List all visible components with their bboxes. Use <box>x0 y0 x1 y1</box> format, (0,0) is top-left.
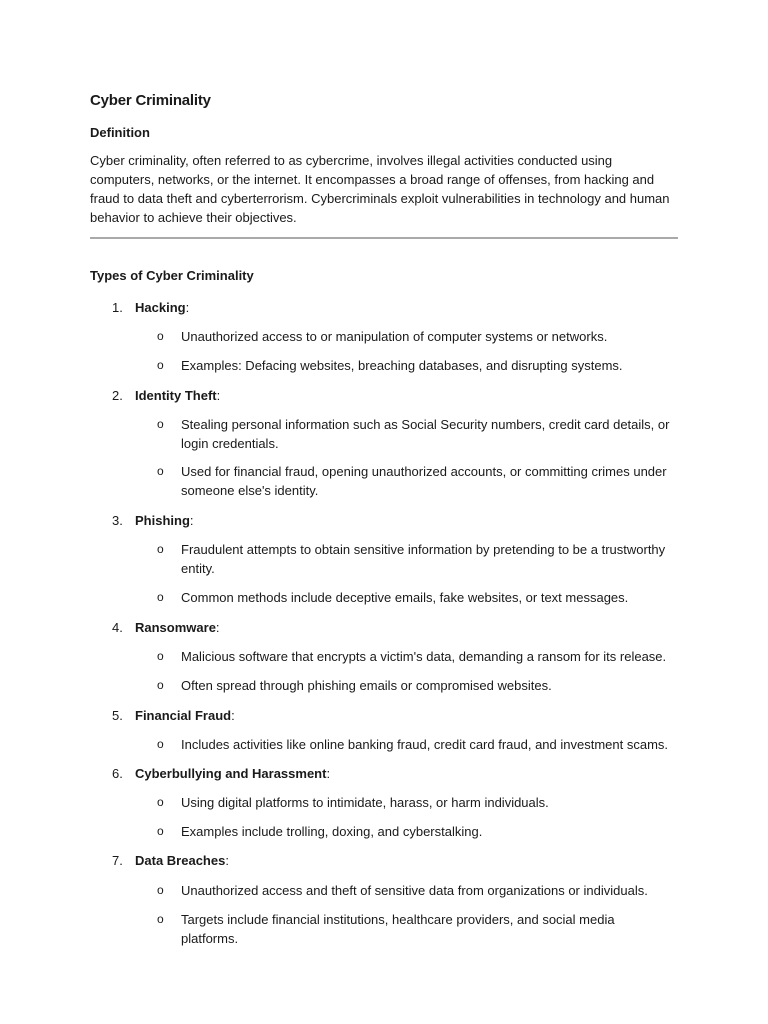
bullet-text: Using digital platforms to intimidate, harass, or harm individuals. <box>181 795 549 810</box>
bullet-text: Includes activities like online banking fraud, credit card fraud, and investment scams. <box>181 737 669 752</box>
bullet-marker-icon: o <box>157 737 164 751</box>
list-item-label-text: Identity Theft <box>135 388 217 403</box>
list-item-number: 2. <box>112 388 123 403</box>
list-item-number: 6. <box>112 766 123 781</box>
bullet-marker-icon: o <box>157 590 164 604</box>
list-item-label: Cyberbullying and Harassment: <box>135 766 331 781</box>
bullet-text: Unauthorized access to or manipulation of computer systems or networks. <box>181 329 608 344</box>
bullet-marker-icon: o <box>157 795 164 809</box>
bullet-marker-icon: o <box>157 329 164 343</box>
bullet-marker-icon: o <box>157 417 164 431</box>
list-item-number: 3. <box>112 513 123 528</box>
bullet-marker-icon: o <box>157 824 164 838</box>
list-item-label-text: Financial Fraud <box>135 708 232 723</box>
bullet-text: Stealing personal information such as Social Security numbers, credit card details, or login credentials. <box>181 417 670 451</box>
list-item-label-text: Phishing <box>135 513 190 528</box>
list-item-number: 5. <box>112 708 123 723</box>
bullet-text: Often spread through phishing emails or compromised websites. <box>181 678 552 693</box>
list-item-label-text: Cyberbullying and Harassment <box>135 766 327 781</box>
bullet-text: Examples include trolling, doxing, and cyberstalking. <box>181 824 483 839</box>
definition-paragraph: Cyber criminality, often referred to as cybercrime, involves illegal activities conducted using computers, networks, or the internet. It encompasses a broad range of offenses, from hacking and fraud to data theft and cyberterrorism. Cybercriminals exploit vulnerabilities in technology and human behavior to achieve their objectives. <box>90 153 670 225</box>
bullet-text: Used for financial fraud, opening unauthorized accounts, or committing crimes under someone else's identity. <box>181 464 667 498</box>
bullet-marker-icon: o <box>157 649 164 663</box>
list-item-label-text: Hacking <box>135 300 186 315</box>
list-item-label-text: Ransomware <box>135 620 216 635</box>
list-item-label: Identity Theft: <box>135 388 221 403</box>
bullet-marker-icon: o <box>157 542 164 556</box>
list-item-number: 7. <box>112 853 123 868</box>
bullet-text: Malicious software that encrypts a victim's data, demanding a ransom for its release. <box>181 649 667 664</box>
bullet-text: Fraudulent attempts to obtain sensitive information by pretending to be a trustworthy entity. <box>181 542 666 576</box>
page-title: Cyber Criminality <box>90 92 211 109</box>
list-item-label-text: Data Breaches <box>135 853 226 868</box>
bullet-marker-icon: o <box>157 464 164 478</box>
list-item-label: Financial Fraud: <box>135 708 235 723</box>
bullet-marker-icon: o <box>157 358 164 372</box>
bullet-text: Common methods include deceptive emails, fake websites, or text messages. <box>181 590 629 605</box>
list-item-label: Hacking: <box>135 300 190 315</box>
bullet-text: Examples: Defacing websites, breaching databases, and disrupting systems. <box>181 358 623 373</box>
bullet-marker-icon: o <box>157 678 164 692</box>
list-item-number: 1. <box>112 300 123 315</box>
types-heading: Types of Cyber Criminality <box>90 268 254 283</box>
bullet-marker-icon: o <box>157 912 164 926</box>
definition-heading: Definition <box>90 125 150 140</box>
bullet-text: Unauthorized access and theft of sensitive data from organizations or individuals. <box>181 883 648 898</box>
bullet-marker-icon: o <box>157 883 164 897</box>
bullet-text: Targets include financial institutions, healthcare providers, and social media platforms. <box>181 912 615 946</box>
list-item-number: 4. <box>112 620 123 635</box>
list-item-label: Phishing: <box>135 513 194 528</box>
list-item-label: Data Breaches: <box>135 853 229 868</box>
list-item-label: Ransomware: <box>135 620 220 635</box>
